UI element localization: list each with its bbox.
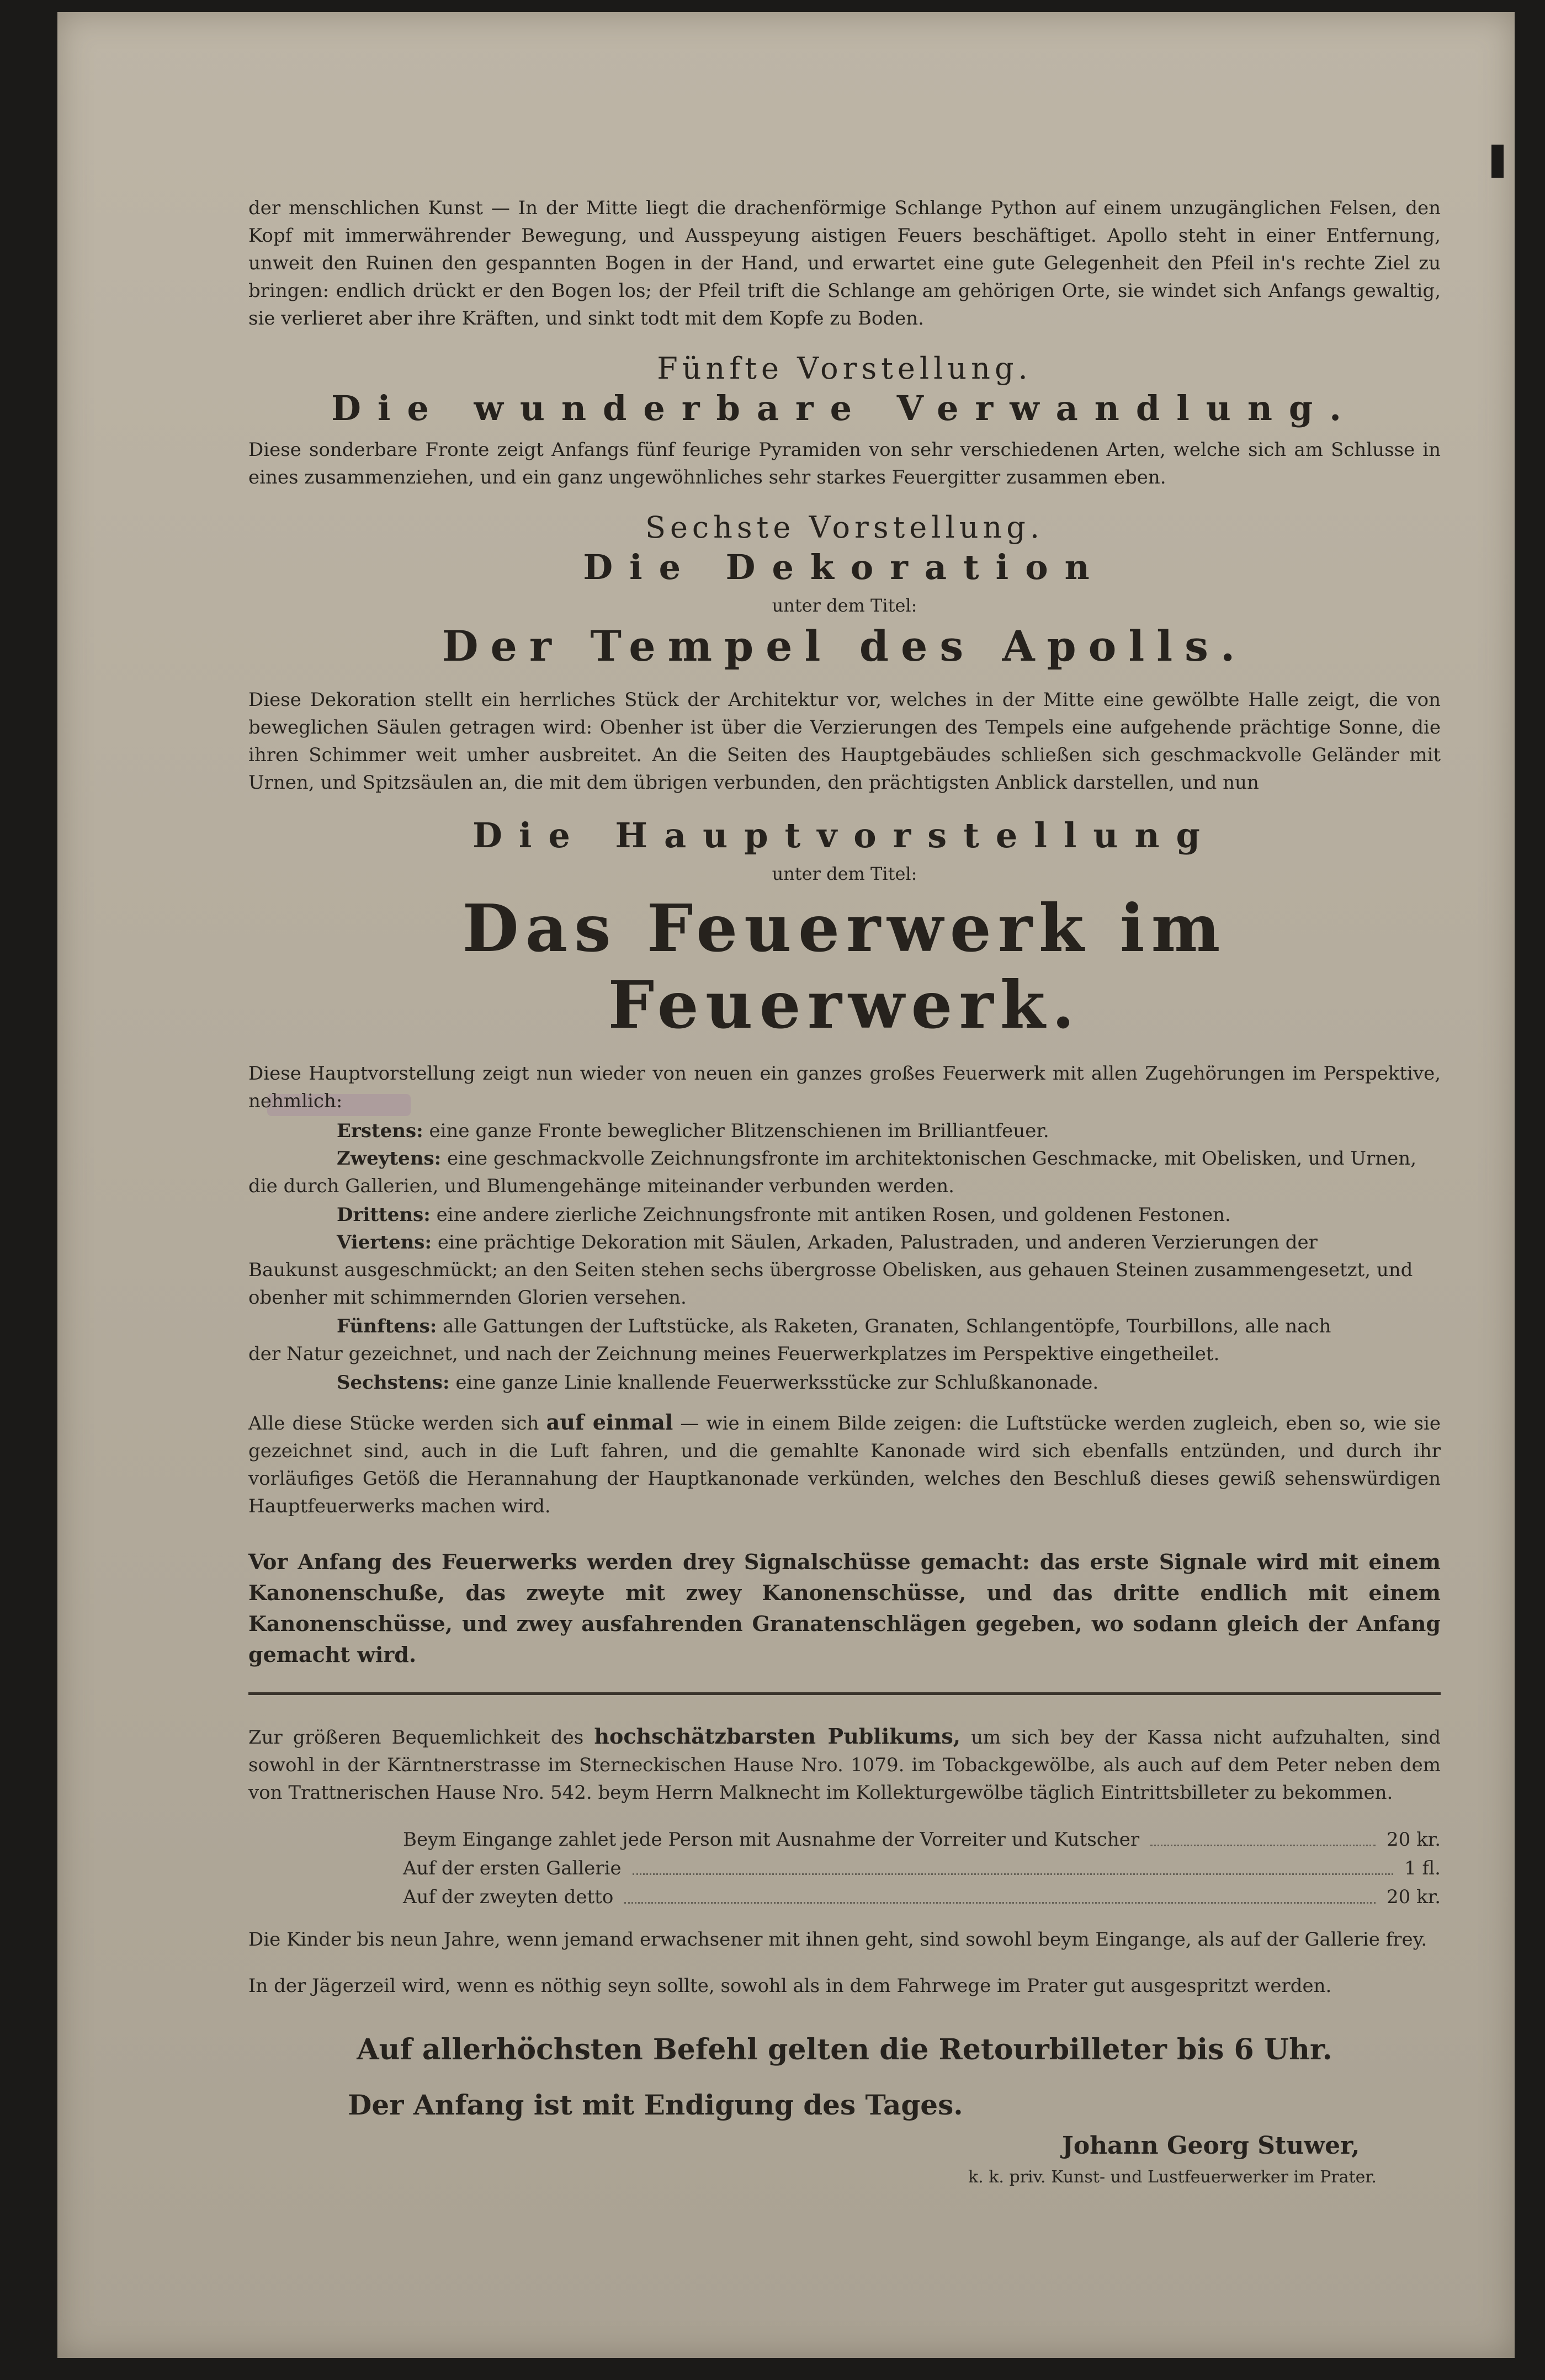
- main-subtitle: unter dem Titel:: [772, 863, 917, 884]
- item-label: Drittens:: [337, 1204, 431, 1226]
- main-title: Die Hauptvorstellung: [472, 815, 1217, 856]
- list-item: [248, 1229, 1441, 1256]
- item-text: eine andere zierliche Zeichnungsfronte mit antiken Rosen, und goldenen Festonen.: [436, 1204, 1231, 1226]
- list-item: [248, 1201, 1441, 1229]
- price-label: Auf der zweyten detto: [403, 1886, 614, 1908]
- item-text: eine ganze Linie knallende Feuerwerksstücke zur Schlußkanonade.: [455, 1372, 1099, 1394]
- children-note: Die Kinder bis neun Jahre, wenn jemand erwachsener mit ihnen geht, sind sowohl beym Eingange, als auf der Gallerie frey.: [248, 1929, 1427, 1951]
- summary-post: — wie in einem Bilde zeigen: die Luftstücke werden zugleich, eben so, wie sie gezeichnet sind, auch in die Luft fahren, und die gemahlte Kanonade wird sich ebenfalls entzünden, und durch ihr vorläufiges Getöß die Herannahung der Hauptkanonade verkünden, welches den Beschluß dieses gewiß sehenswürdigen Hauptfeuerwerks machen wird.: [248, 1412, 1441, 1517]
- main-summary: [248, 1409, 1441, 1520]
- item-text: eine prächtige Dekoration mit Säulen, Arkaden, Palustraden, und anderen Verzierungen der: [437, 1231, 1318, 1253]
- item-label: Sechstens:: [337, 1372, 450, 1394]
- main-intro: Diese Hauptvorstellung zeigt nun wieder von neuen ein ganzes großes Feuerwerk mit allen Zugehörungen im Perspektive, nehmlich:: [248, 1062, 1441, 1112]
- signature-title: k. k. priv. Kunst- und Lustfeuerwerker im Prater.: [968, 2168, 1377, 2187]
- ticket-intro-highlight: hochschätzbarsten Publikums,: [594, 1724, 960, 1749]
- price-table: [403, 1825, 1441, 1911]
- summary-pre: Alle diese Stücke werden sich: [248, 1412, 539, 1435]
- section-divider: [248, 1692, 1441, 1695]
- item-label: Zweytens:: [337, 1148, 442, 1170]
- ticket-intro: [248, 1723, 1441, 1807]
- fifth-text: Diese sonderbare Fronte zeigt Anfangs fünf feurige Pyramiden von sehr verschiedenen Arten, welche sich am Schlusse in eines zusammenziehen, und ein ganz ungewöhnliches sehr starkes Feuergitter zusammen eben.: [248, 439, 1441, 488]
- price-value: 20 kr.: [1387, 1829, 1441, 1851]
- list-item: [248, 1313, 1441, 1340]
- start-notice: Der Anfang ist mit Endigung des Tages.: [348, 2089, 963, 2121]
- item-continuation: der Natur gezeichnet, und nach der Zeichnung meines Feuerwerkplatzes im Perspektive eingetheilet.: [248, 1343, 1220, 1365]
- poster-body: [248, 194, 1441, 2121]
- main-name: Das Feuerwerk im Feuerwerk.: [462, 890, 1227, 1043]
- sixth-title: Die Dekoration: [583, 547, 1106, 587]
- poster-sheet: [57, 12, 1515, 2358]
- sixth-label: Sechste Vorstellung.: [645, 510, 1044, 545]
- item-text: eine ganze Fronte beweglicher Blitzenschienen im Brilliantfeuer.: [429, 1120, 1049, 1142]
- ticket-intro-post: um sich bey der Kassa nicht aufzuhalten, sind sowohl in der Kärntnerstrasse im Sterneckischen Hause Nro. 1079. im Tobackgewölbe, als auch auf dem Peter neben dem von Trattnerischen Hause Nro. 542. beym Herrn Malknecht im Kollekturgewölbe täglich Eintrittsbilleter zu bekommen.: [248, 1726, 1441, 1804]
- intro-paragraph: der menschlichen Kunst — In der Mitte liegt die drachenförmige Schlange Python auf einem unzugänglichen Felsen, den Kopf mit immerwährender Bewegung, und Ausspeyung aistigen Feuers beschäftiget. Apollo steht in einer Entfernung, unweit den Ruinen den gespannten Bogen in der Hand, und erwartet eine gute Gelegenheit den Pfeil in's rechte Ziel zu bringen: endlich drückt er den Bogen los; der Pfeil trift die Schlange am gehörigen Orte, sie windet sich Anfangs gewaltig, sie verlieret aber ihre Kräften, und sinkt todt mit dem Kopfe zu Boden.: [248, 197, 1441, 330]
- item-continuation: Baukunst ausgeschmückt; an den Seiten stehen sechs übergrosse Obelisken, aus gehauen Steinen zusammengesetzt, und obenher mit schimmernden Glorien versehen.: [248, 1259, 1413, 1309]
- jaegerzeil-note: In der Jägerzeil wird, wenn es nöthig seyn sollte, sowohl als in dem Fahrwege im Prater gut ausgespritzt werden.: [248, 1975, 1332, 1997]
- list-item: [248, 1117, 1441, 1145]
- summary-highlight: auf einmal: [546, 1410, 673, 1435]
- dot-leader: [1150, 1825, 1376, 1846]
- list-item: [248, 1145, 1441, 1172]
- item-text: eine geschmackvolle Zeichnungsfronte im architektonischen Geschmacke, mit Obelisken, und Urnen,: [447, 1148, 1417, 1170]
- price-row: [403, 1883, 1441, 1911]
- price-label: Beym Eingange zahlet jede Person mit Ausnahme der Vorreiter und Kutscher: [403, 1829, 1140, 1851]
- return-ticket-notice: Auf allerhöchsten Befehl gelten die Retourbilleter bis 6 Uhr.: [357, 2033, 1332, 2066]
- item-label: Erstens:: [337, 1120, 423, 1142]
- dot-leader: [624, 1883, 1376, 1904]
- list-item: [248, 1369, 1441, 1396]
- signature-block: [968, 2132, 1465, 2187]
- price-label: Auf der ersten Gallerie: [403, 1857, 622, 1879]
- ticket-intro-pre: Zur größeren Bequemlichkeit des: [248, 1726, 584, 1749]
- main-items: [248, 1117, 1441, 1396]
- item-label: Fünftens:: [337, 1315, 437, 1337]
- signature-name: Johann Georg Stuwer,: [1062, 2132, 1360, 2160]
- sixth-text: Diese Dekoration stellt ein herrliches Stück der Architektur vor, welches in der Mitte eine gewölbte Halle zeigt, die von beweglichen Säulen getragen wird: Obenher ist über die Verzierungen des Tempels eine aufgehende prächtige Sonne, die ihren Schimmer weit umher ausbreitet. An die Seiten des Hauptgebäudes schließen sich geschmackvolle Geländer mit Urnen, und Spitzsäulen an, die mit dem übrigen verbunden, den prächtigsten Anblick darstellen, und nun: [248, 689, 1441, 794]
- sixth-name: Der Tempel des Apolls.: [442, 621, 1247, 671]
- price-value: 20 kr.: [1387, 1886, 1441, 1908]
- sixth-subtitle: unter dem Titel:: [772, 595, 917, 616]
- item-continuation: die durch Gallerien, und Blumengehänge miteinander verbunden werden.: [248, 1175, 954, 1197]
- item-label: Viertens:: [337, 1231, 432, 1253]
- dot-leader: [633, 1854, 1393, 1875]
- fifth-title: Die wunderbare Verwandlung.: [331, 388, 1358, 428]
- fifth-label: Fünfte Vorstellung.: [657, 351, 1032, 386]
- signal-paragraph: Vor Anfang des Feuerwerks werden drey Signalschüsse gemacht: das erste Signale wird mit einem Kanonenschuße, das zweyte mit zwey Kanonenschüsse, und das dritte endlich mit einem Kanonenschüsse, und zwey ausfahrenden Granatenschlägen gegeben, wo sodann gleich der Anfang gemacht wird.: [248, 1549, 1441, 1667]
- edge-tear: [1491, 145, 1504, 178]
- price-row: [403, 1825, 1441, 1854]
- item-text: alle Gattungen der Luftstücke, als Raketen, Granaten, Schlangentöpfe, Tourbillons, alle nach: [443, 1315, 1331, 1337]
- price-value: 1 fl.: [1404, 1857, 1441, 1879]
- price-row: [403, 1854, 1441, 1883]
